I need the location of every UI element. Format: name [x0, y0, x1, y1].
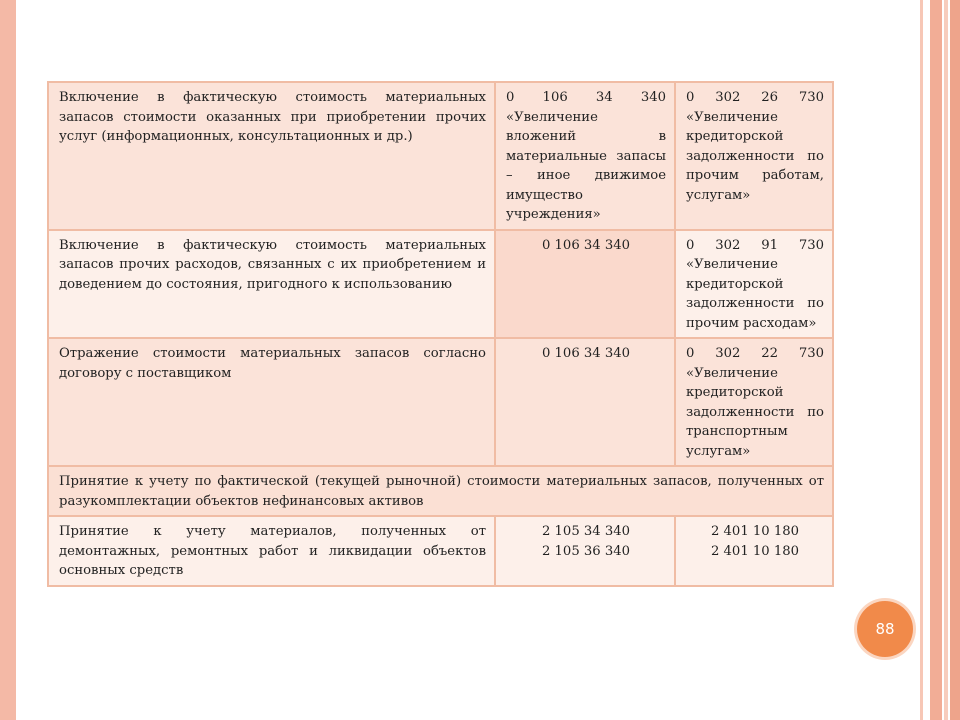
credit-account: 2 401 10 180	[710, 543, 800, 559]
table-row	[48, 82, 833, 230]
debit-account: 0 106 34 340 «Увеличение вложений в материальные запасы – иное движимое имущество учреждения»	[495, 82, 675, 230]
credit-account: 0 302 22 730 «Увеличение кредиторской задолженности по транспортным услугам»	[675, 338, 833, 466]
right-stripe-2	[930, 0, 942, 720]
credit-account-list	[675, 516, 833, 586]
row-description: Включение в фактическую стоимость материальных запасов стоимости оказанных при приобретении прочих услуг (информационных, консультационных и др.)	[48, 82, 495, 230]
credit-account: 0 302 91 730 «Увеличение кредиторской задолженности по прочим расходам»	[675, 230, 833, 339]
debit-account-list	[495, 516, 675, 586]
table-row	[48, 516, 833, 586]
debit-account: 2 105 36 340	[541, 543, 631, 559]
right-stripe-4	[950, 0, 960, 720]
debit-account: 0 106 34 340	[495, 230, 675, 339]
left-frame-border	[0, 0, 16, 720]
right-stripe-1	[920, 0, 923, 720]
credit-account: 2 401 10 180	[710, 524, 800, 539]
row-description: Принятие к учету материалов, полученных от демонтажных, ремонтных работ и ликвидации объектов основных средств	[48, 516, 495, 586]
section-header: Принятие к учету по фактической (текущей рыночной) стоимости материальных запасов, полученных от разукомплектации объектов нефинансовых активов	[48, 466, 833, 516]
debit-account: 0 106 34 340	[495, 338, 675, 466]
credit-account: 0 302 26 730 «Увеличение кредиторской задолженности по прочим работам, услугам»	[675, 82, 833, 230]
row-description: Включение в фактическую стоимость материальных запасов прочих расходов, связанных с их приобретением и доведением до состояния, пригодного к использованию	[48, 230, 495, 339]
accounting-entries-table	[47, 81, 834, 587]
debit-account: 2 105 34 340	[541, 524, 631, 539]
table-row	[48, 230, 833, 339]
table-row	[48, 338, 833, 466]
row-description: Отражение стоимости материальных запасов согласно договору с поставщиком	[48, 338, 495, 466]
page-number-badge: 88	[857, 601, 913, 657]
right-stripe-3	[944, 0, 948, 720]
section-header-row	[48, 466, 833, 516]
